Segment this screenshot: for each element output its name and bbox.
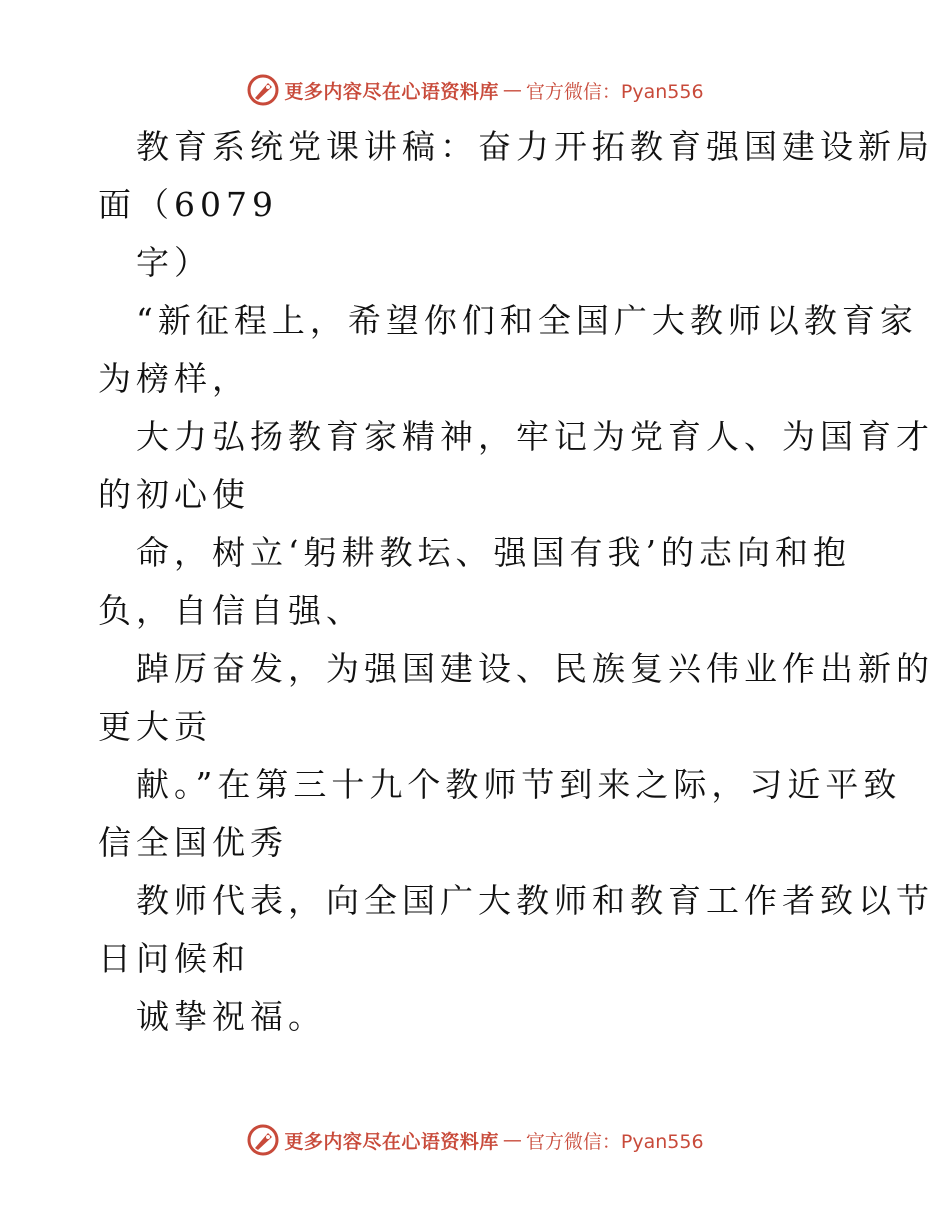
body-line: 大力弘扬教育家精神，牢记为党育人、为国育才 — [136, 417, 934, 456]
banner-separator: — — [502, 1129, 522, 1151]
banner-text: 更多内容尽在心语资料库 — [284, 80, 499, 103]
body-line: 字） — [136, 243, 212, 282]
pen-nib-logo-icon — [246, 73, 280, 107]
body-line: 的初心使 — [98, 475, 250, 514]
body-line: 命，树立‘躬耕教坛、强国有我’的志向和抱 — [136, 533, 851, 572]
banner-wechat: 官方微信：Pyan556 — [525, 80, 704, 103]
document-body — [98, 118, 934, 1046]
body-line: 负，自信自强、 — [98, 591, 364, 630]
banner-wechat: 官方微信：Pyan556 — [525, 1130, 704, 1153]
body-line: “新征程上，希望你们和全国广大教师以教育家 — [136, 301, 918, 340]
footer-banner — [0, 1120, 950, 1160]
header-banner — [0, 70, 950, 110]
banner-separator: — — [502, 79, 522, 101]
body-line: 信全国优秀 — [98, 823, 288, 862]
body-line: 日问候和 — [98, 939, 250, 978]
body-line: 献。”在第三十九个教师节到来之际，习近平致 — [136, 765, 902, 804]
body-line: 教师代表，向全国广大教师和教育工作者致以节 — [136, 881, 934, 920]
body-line: 教育系统党课讲稿：奋力开拓教育强国建设新局 — [136, 127, 934, 166]
body-line: 踔厉奋发，为强国建设、民族复兴伟业作出新的 — [136, 649, 934, 688]
banner-text: 更多内容尽在心语资料库 — [284, 1130, 499, 1153]
body-line: 更大贡 — [98, 707, 212, 746]
body-line: 面（6079 — [98, 185, 278, 224]
body-line: 诚挚祝福。 — [136, 997, 326, 1036]
pen-nib-logo-icon — [246, 1123, 280, 1157]
body-line: 为榜样， — [98, 359, 250, 398]
